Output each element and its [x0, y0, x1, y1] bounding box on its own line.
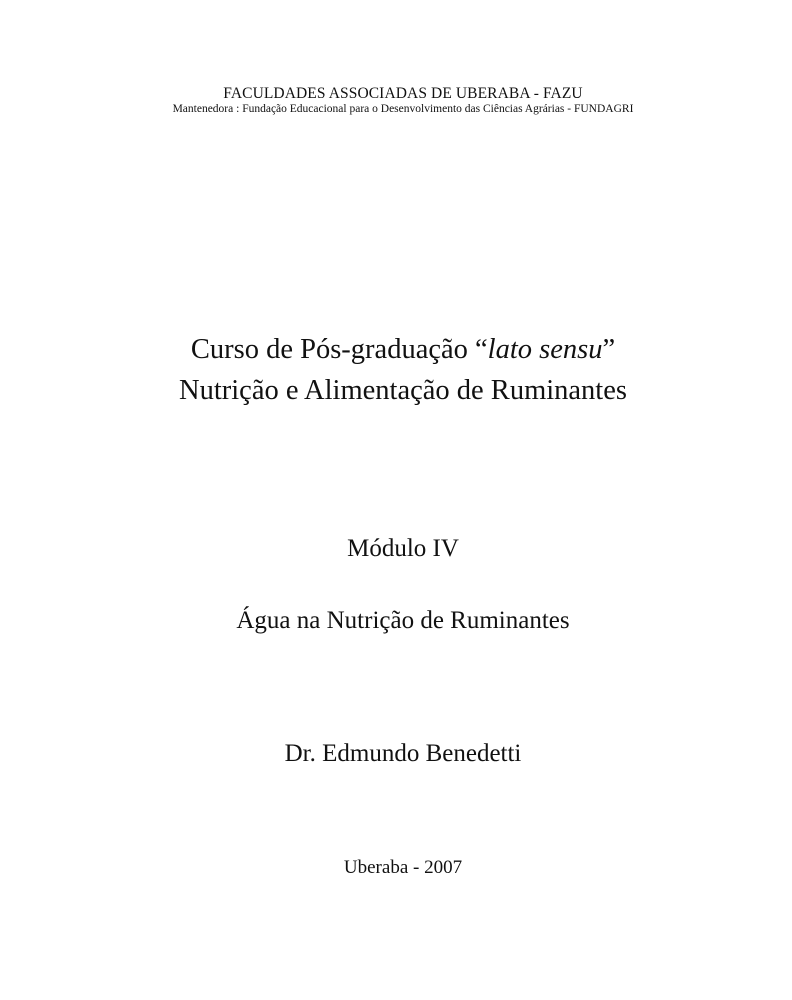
module-label: Módulo IV	[347, 535, 459, 562]
maintainer-line: Mantenedora : Fundação Educacional para o Desenvolvimento das Ciências Agrárias - FUNDAGRI	[172, 103, 634, 115]
course-title-italic: lato sensu	[487, 334, 603, 365]
place-year: Uberaba - 2007	[343, 857, 463, 878]
author-name: Dr. Edmundo Benedetti	[284, 740, 522, 767]
course-subtitle: Nutrição e Alimentação de Ruminantes	[179, 375, 627, 406]
course-title	[0, 334, 792, 366]
module-topic: Água na Nutrição de Ruminantes	[236, 607, 570, 634]
course-title-prefix: Curso de Pós-graduação “	[190, 334, 488, 365]
institution-name: FACULDADES ASSOCIADAS DE UBERABA - FAZU	[223, 85, 583, 102]
course-title-suffix: ”	[602, 334, 616, 365]
